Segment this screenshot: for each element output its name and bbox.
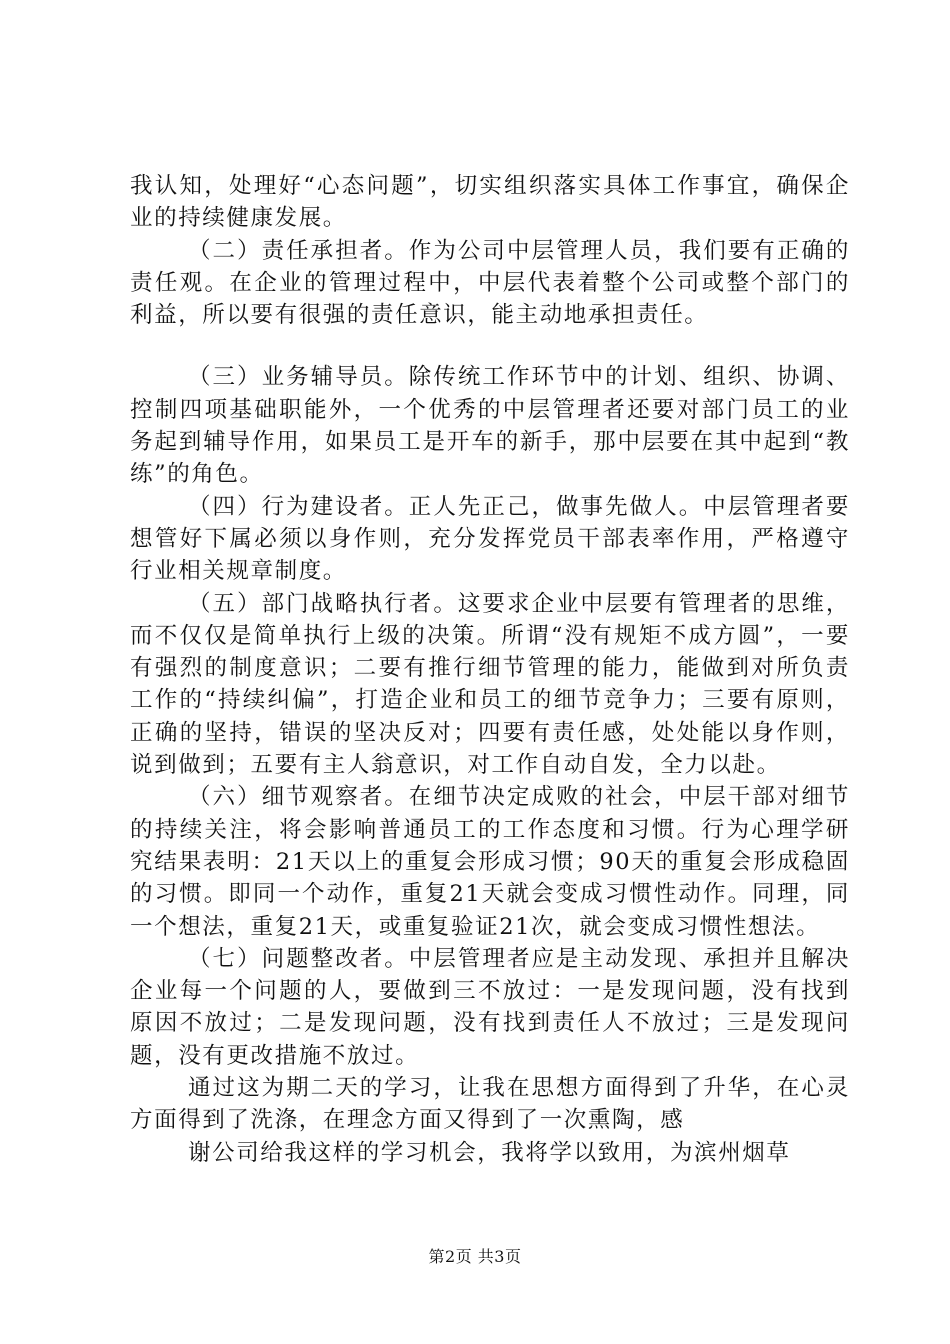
paragraph-continuation: 我认知，处理好“心态问题”，切实组织落实具体工作事宜，确保企业的持续健康发展。 <box>130 173 850 232</box>
paragraph-study-summary: 通过这为期二天的学习，让我在思想方面得到了升华，在心灵方面得到了洗涤，在理念方面又得到了一次熏陶，感 <box>130 1075 850 1134</box>
paragraph-behavior-builder: （四）行为建设者。正人先正己，做事先做人。中层管理者要想管好下属必须以身作则，充分发挥党员干部表率作用，严格遵守行业相关规章制度。 <box>130 493 850 585</box>
page-number: 第2页 共3页 <box>428 1247 522 1266</box>
paragraph-thanks: 谢公司给我这样的学习机会，我将学以致用，为滨州烟草 <box>188 1139 791 1166</box>
paragraph-business-coach: （三）业务辅导员。除传统工作环节中的计划、组织、协调、控制四项基础职能外，一个优秀的中层管理者还要对部门员工的业务起到辅导作用，如果员工是开车的新手，那中层要在其中起到“教练”的角色。 <box>130 364 850 488</box>
paragraph-problem-fixer: （七）问题整改者。中层管理者应是主动发现、承担并且解决企业每一个问题的人，要做到三不放过：一是发现问题，没有找到原因不放过；二是发现问题，没有找到责任人不放过；三是发现问题，没有更改措施不放过。 <box>130 945 850 1069</box>
paragraph-responsibility: （二）责任承担者。作为公司中层管理人员，我们要有正确的责任观。在企业的管理过程中，中层代表着整个公司或整个部门的利益，所以要有很强的责任意识，能主动地承担责任。 <box>130 237 850 329</box>
paragraph-strategy-executor: （五）部门战略执行者。这要求企业中层要有管理者的思维，而不仅仅是简单执行上级的决策。所谓“没有规矩不成方圆”，一要有强烈的制度意识；二要有推行细节管理的能力，能做到对所负责工作的“持续纠偏”，打造企业和员工的细节竞争力；三要有原则，正确的坚持，错误的坚决反对；四要有责任感，处处能以身作则，说到做到；五要有主人翁意识，对工作自动自发，全力以赴。 <box>130 590 850 779</box>
document-body <box>130 170 850 1169</box>
paragraph-detail-observer: （六）细节观察者。在细节决定成败的社会，中层干部对细节的持续关注，将会影响普通员工的工作态度和习惯。行为心理学研究结果表明：21天以上的重复会形成习惯；90天的重复会形成稳固的习惯。即同一个动作，重复21天就会变成习惯性动作。同理，同一个想法，重复21天，或重复验证21次，就会变成习惯性想法。 <box>130 784 850 940</box>
paragraph-gap <box>130 331 850 361</box>
